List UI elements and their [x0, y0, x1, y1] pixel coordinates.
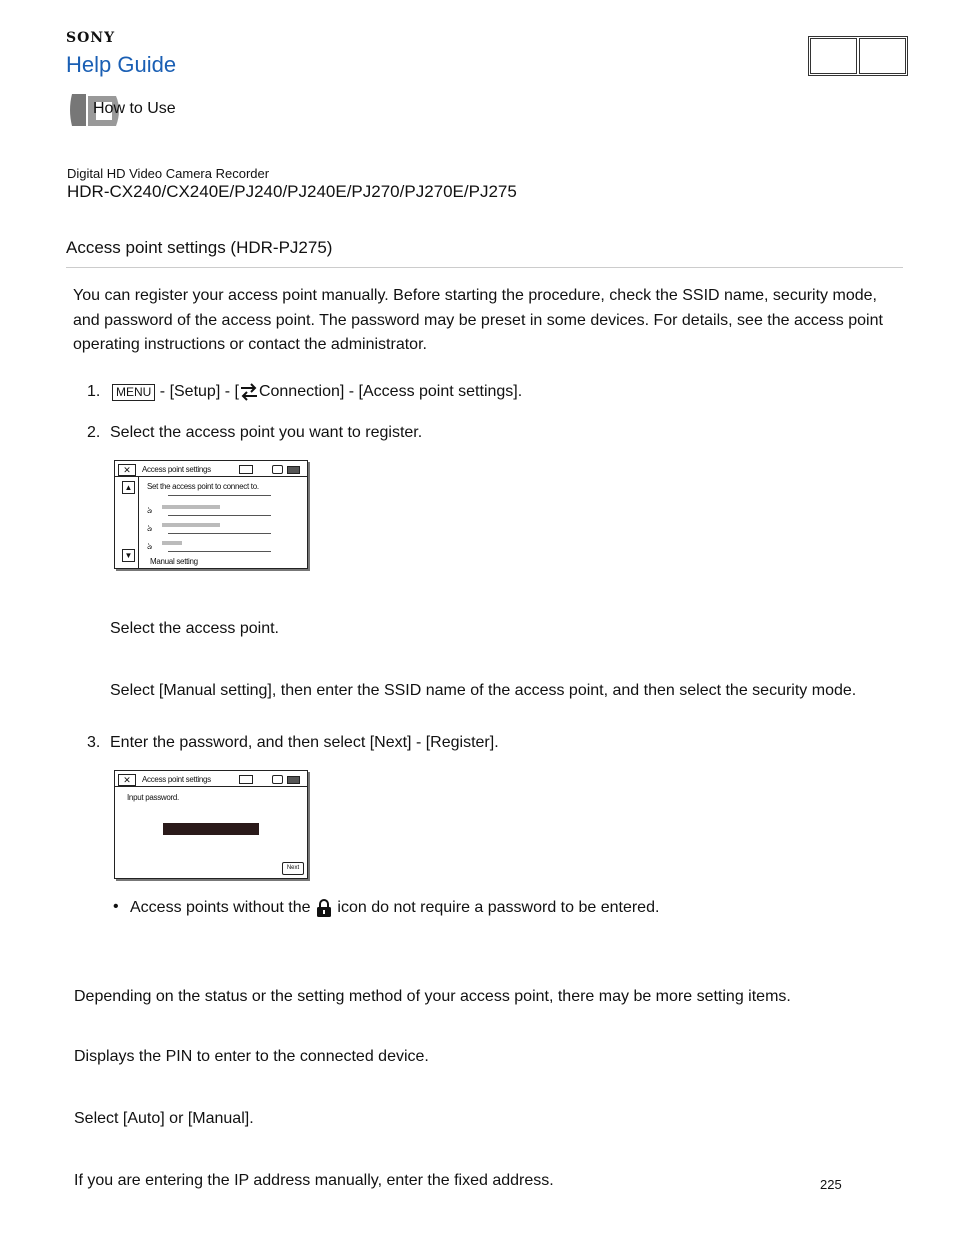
step-3-bullet-b: icon do not require a password to be entered. [332, 899, 660, 917]
model-list: HDR-CX240/CX240E/PJ240/PJ240E/PJ270/PJ270E/PJ275 [67, 182, 517, 201]
screen-title: Access point settings [142, 775, 211, 784]
header-button-group [808, 36, 908, 76]
step-2-number: 2. [87, 424, 101, 441]
paragraph-ip-address: If you are entering the IP address manually, enter the fixed address. [74, 1172, 554, 1189]
step-2-note-a: Select the access point. [110, 620, 279, 637]
ssid-placeholder[interactable] [162, 541, 182, 545]
screen-prompt: Input password. [127, 793, 179, 802]
header-button-left[interactable] [810, 38, 857, 74]
list-divider [168, 515, 271, 516]
memory-icon [272, 775, 283, 784]
close-icon[interactable]: ✕ [118, 774, 136, 786]
battery-icon [287, 776, 300, 784]
step-1-text-a: - [Setup] - [ [155, 383, 239, 401]
menu-button-icon: MENU [112, 384, 155, 401]
step-1-text [112, 383, 522, 401]
scroll-divider [138, 476, 139, 568]
card-icon [239, 465, 253, 474]
step-1-text-b: Connection] - [Access point settings]. [258, 383, 523, 401]
intro-paragraph: You can register your access point manually. Before starting the procedure, check the SSID name, security mode, and password of the access point. The password may be preset in some devices. For details, see the access point operating instructions or contact the administrator. [73, 287, 883, 353]
header-button-right[interactable] [859, 38, 906, 74]
wifi-icon: ঌ [147, 505, 153, 515]
bullet-dot: • [113, 898, 119, 915]
paragraph-auto-manual: Select [Auto] or [Manual]. [74, 1110, 254, 1127]
wifi-icon: ঌ [147, 523, 153, 533]
screen-title: Access point settings [142, 465, 211, 474]
step-1-number: 1. [87, 383, 101, 400]
step-3-text: Enter the password, and then select [Next] - [Register]. [110, 734, 499, 751]
product-type: Digital HD Video Camera Recorder [67, 166, 270, 181]
help-guide-link[interactable]: Help Guide [66, 52, 177, 77]
screen-prompt: Set the access point to connect to. [147, 482, 259, 491]
step-3-bullet-a: Access points without the [130, 899, 315, 917]
card-icon [239, 775, 253, 784]
step-3-bullet [130, 898, 659, 918]
paragraph-more-items: Depending on the status or the setting method of your access point, there may be more setting items. [74, 988, 791, 1005]
manual-setting-item[interactable]: Manual setting [150, 557, 198, 566]
memory-icon [272, 465, 283, 474]
lock-icon [315, 898, 333, 918]
battery-icon [287, 466, 300, 474]
list-divider [168, 495, 271, 496]
sony-logo: SONY [66, 30, 116, 46]
ssid-placeholder[interactable] [162, 523, 220, 527]
password-input-screen [114, 770, 308, 879]
next-button[interactable]: Next [282, 862, 304, 875]
list-divider [168, 533, 271, 534]
ssid-placeholder[interactable] [162, 505, 220, 509]
connection-icon [239, 383, 259, 401]
section-label: How to Use [93, 100, 176, 117]
paragraph-pin: Displays the PIN to enter to the connected device. [74, 1048, 429, 1065]
step-2-text: Select the access point you want to register. [110, 424, 423, 441]
password-field[interactable] [163, 823, 259, 835]
scroll-up-icon[interactable]: ▲ [122, 481, 135, 494]
screen-divider [115, 476, 307, 477]
list-divider [168, 551, 271, 552]
scroll-down-icon[interactable]: ▼ [122, 549, 135, 562]
title-divider [66, 267, 903, 268]
page-number: 225 [820, 1177, 842, 1192]
step-2-note-b: Select [Manual setting], then enter the SSID name of the access point, and then select the security mode. [110, 682, 857, 699]
access-point-list-screen [114, 460, 308, 569]
page-title: Access point settings (HDR-PJ275) [66, 238, 333, 257]
screen-divider [115, 786, 307, 787]
step-3-number: 3. [87, 734, 101, 751]
wifi-icon: ঌ [147, 541, 153, 551]
close-icon[interactable]: ✕ [118, 464, 136, 476]
